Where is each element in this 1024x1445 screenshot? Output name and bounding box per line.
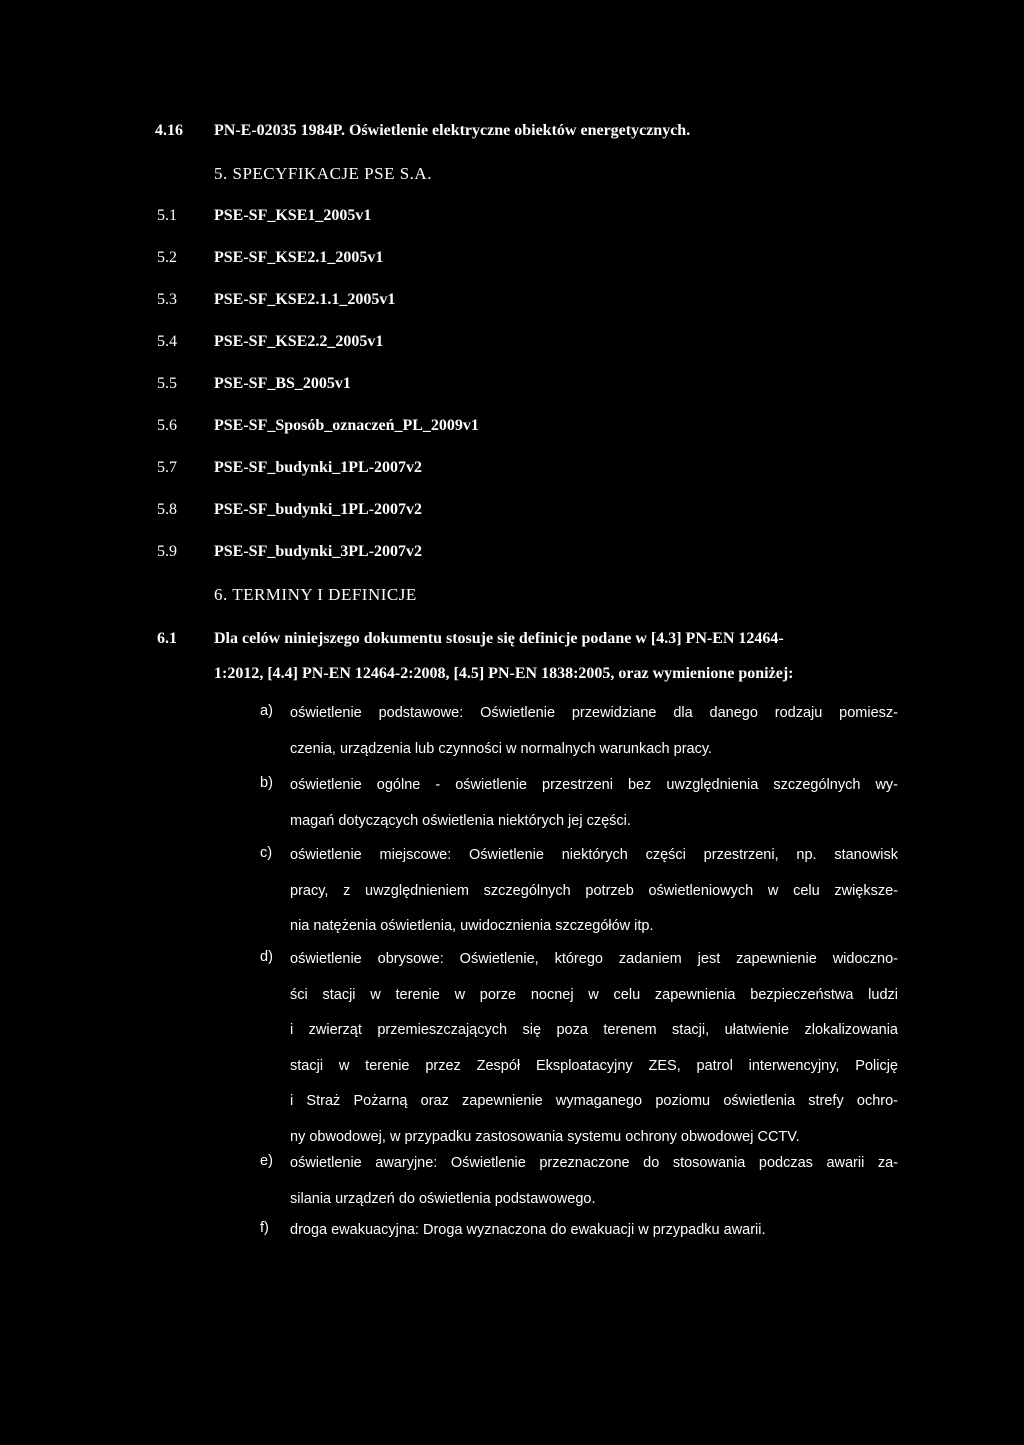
definition-letter: e): [260, 1153, 273, 1169]
definition-line: i zwierząt przemieszczających się poza terenem stacji, ułatwienie zlokalizowania: [290, 1022, 898, 1038]
spec-item-number: 5.3: [157, 291, 177, 308]
definition-line: oświetlenie awaryjne: Oświetlenie przeznaczone do stosowania podczas awarii za-: [290, 1155, 898, 1171]
definition-line: oświetlenie podstawowe: Oświetlenie przewidziane dla danego rodzaju pomiesz-: [290, 705, 898, 721]
definition-line: czenia, urządzenia lub czynności w normalnych warunkach pracy.: [290, 740, 713, 757]
spec-item-text: PSE-SF_budynki_3PL-2007v2: [214, 543, 423, 560]
definition-line: ny obwodowej, w przypadku zastosowania systemu ochrony obwodowej CCTV.: [290, 1128, 800, 1145]
spec-item-text: PSE-SF_KSE2.1_2005v1: [214, 249, 384, 266]
spec-item-number: 5.8: [157, 501, 177, 518]
def-number: 6.1: [157, 630, 177, 647]
spec-item-text: PSE-SF_KSE2.2_2005v1: [214, 333, 384, 350]
spec-item-text: PSE-SF_Sposób_oznaczeń_PL_2009v1: [214, 417, 479, 434]
definition-line: ści stacji w terenie w porze nocnej w celu zapewnienia bezpieczeństwa ludzi: [290, 986, 898, 1003]
definition-line: droga ewakuacyjna: Droga wyznaczona do ewakuacji w przypadku awarii.: [290, 1222, 766, 1238]
spec-item-text: PSE-SF_KSE1_2005v1: [214, 207, 372, 224]
spec-item-text: PSE-SF_budynki_1PL-2007v2: [214, 501, 423, 518]
definition-letter: d): [260, 949, 273, 965]
spec-item-number: 5.4: [157, 333, 177, 350]
spec-item-text: PSE-SF_KSE2.1.1_2005v1: [214, 291, 396, 308]
section-5-heading: 5. SPECYFIKACJE PSE S.A.: [214, 164, 432, 183]
section-6-heading: 6. TERMINY I DEFINICJE: [214, 585, 417, 604]
spec-item-number: 5.6: [157, 417, 177, 434]
definition-line: silania urządzeń do oświetlenia podstawowego.: [290, 1190, 596, 1207]
ref-number: 4.16: [155, 122, 183, 139]
definition-line: stacji w terenie przez Zespół Eksploatacyjny ZES, patrol interwencyjny, Policję: [290, 1057, 898, 1074]
spec-item-text: PSE-SF_budynki_1PL-2007v2: [214, 459, 423, 476]
definition-line: i Straż Pożarną oraz zapewnienie wymaganego poziomu oświetlenia strefy ochro-: [290, 1093, 898, 1109]
definition-line: oświetlenie miejscowe: Oświetlenie niektórych części przestrzeni, np. stanowisk: [290, 847, 898, 863]
definition-line: oświetlenie ogólne - oświetlenie przestrzeni bez uwzględnienia szczególnych wy-: [290, 777, 898, 793]
spec-item-number: 5.2: [157, 249, 177, 266]
definition-letter: f): [260, 1220, 269, 1236]
definition-letter: a): [260, 703, 273, 719]
definition-letter: c): [260, 845, 273, 861]
definition-line: oświetlenie obrysowe: Oświetlenie, którego zadaniem jest zapewnienie widoczno-: [290, 951, 898, 967]
spec-item-number: 5.9: [157, 543, 177, 560]
definition-line: magań dotyczących oświetlenia niektórych jej części.: [290, 812, 631, 829]
definition-letter: b): [260, 775, 273, 791]
spec-item-number: 5.5: [157, 375, 177, 392]
ref-text: PN-E-02035 1984P. Oświetlenie elektryczne obiektów energetycznych.: [214, 122, 691, 139]
definition-line: pracy, z uwzględnieniem szczególnych potrzeb oświetleniowych w celu zwiększe-: [290, 882, 898, 899]
spec-item-number: 5.1: [157, 207, 177, 224]
spec-item-text: PSE-SF_BS_2005v1: [214, 375, 351, 392]
def-intro-line-1: [214, 629, 908, 649]
spec-item-number: 5.7: [157, 459, 177, 476]
def-intro-text: Dla celów niniejszego dokumentu stosuje się definicje podane w [4.3] PN-EN 12464-: [214, 630, 784, 647]
def-intro-line-2: 1:2012, [4.4] PN-EN 12464-2:2008, [4.5] PN-EN 1838:2005, oraz wymienione poniżej:: [214, 665, 794, 682]
definition-line: nia natężenia oświetlenia, uwidocznienia szczegółów itp.: [290, 918, 654, 934]
